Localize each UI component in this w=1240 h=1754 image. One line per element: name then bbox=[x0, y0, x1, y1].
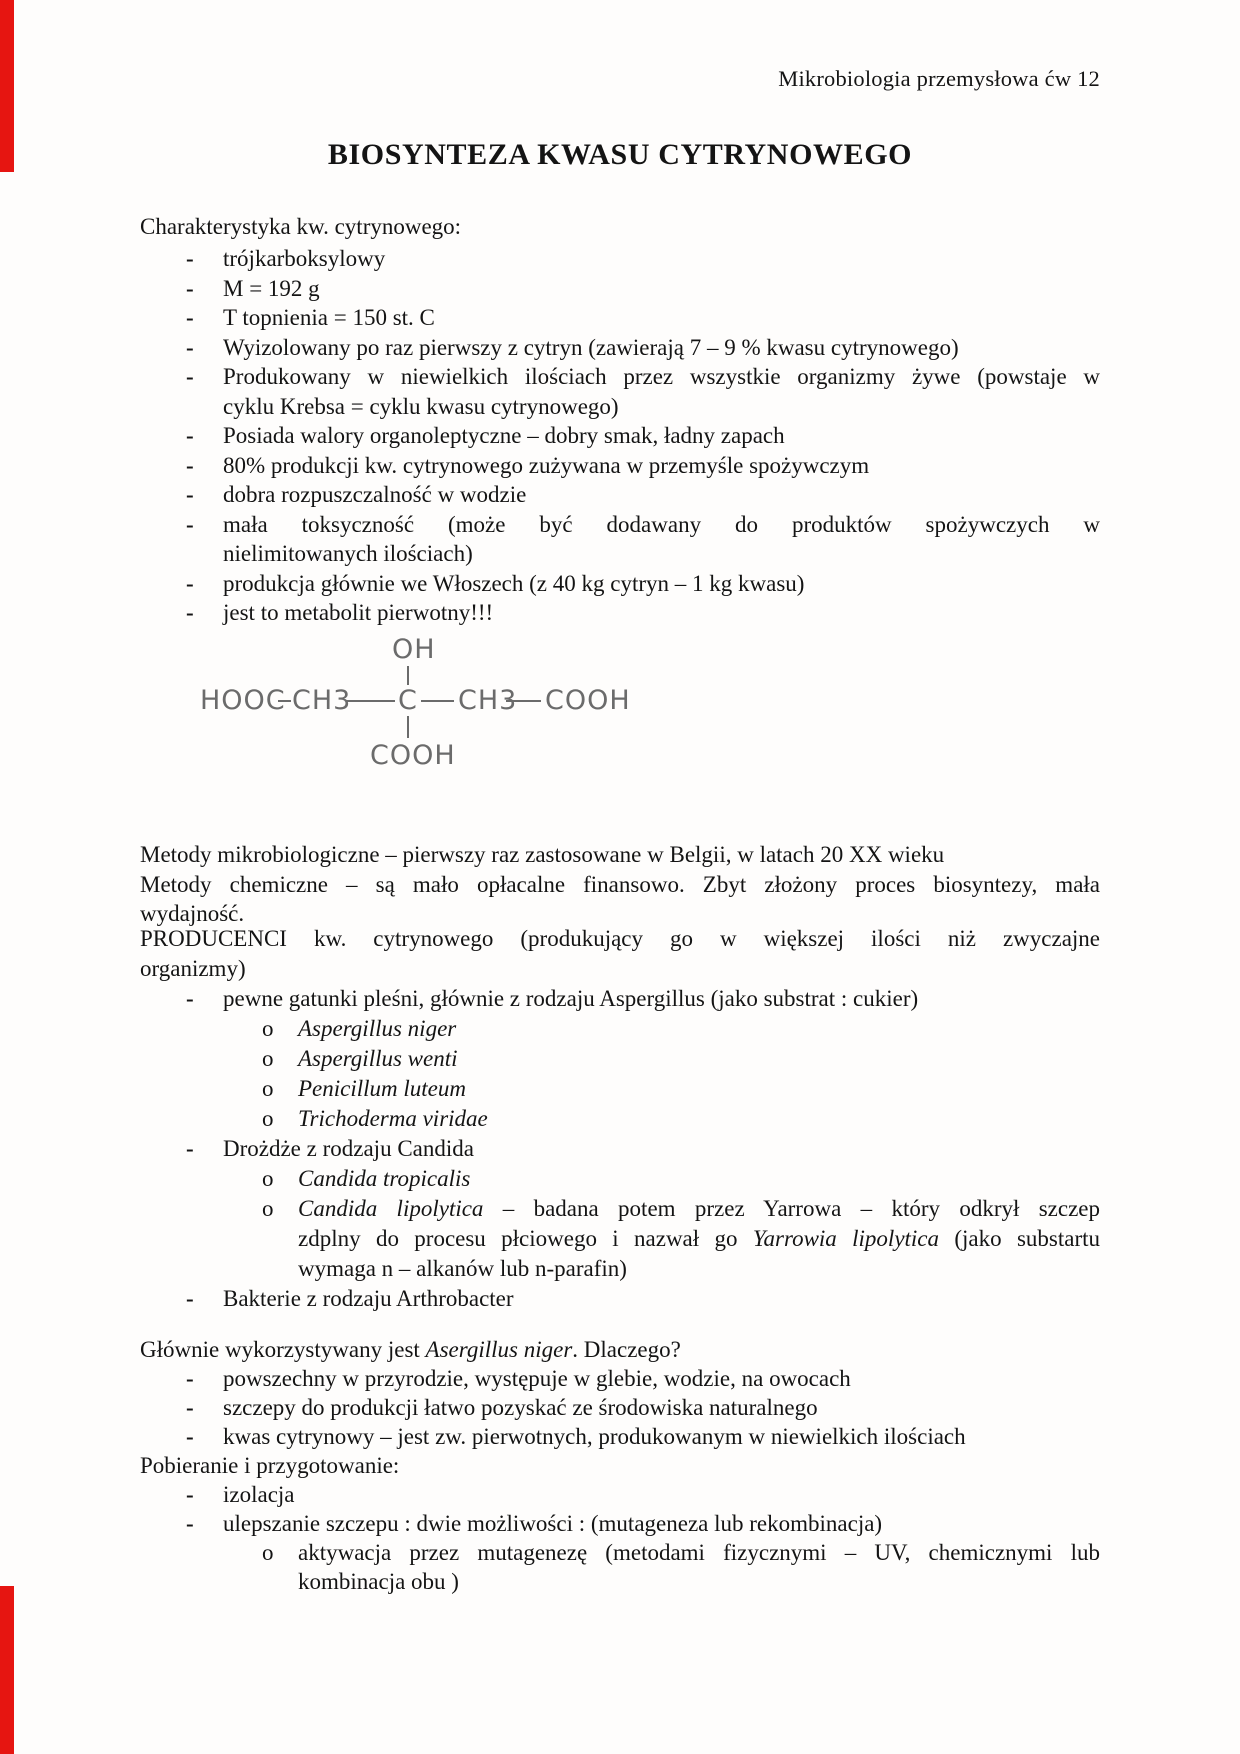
cooh-right-label: COOH bbox=[545, 685, 631, 716]
list-item-sub bbox=[140, 1016, 1100, 1046]
paragraph-line bbox=[140, 842, 1100, 872]
bond-line bbox=[506, 700, 541, 702]
dash-bullet: - bbox=[186, 986, 194, 1011]
list-item-text: mała toksyczność (może być dodawany do produktów spożywczych w bbox=[223, 511, 1100, 537]
dash-bullet: - bbox=[186, 1286, 194, 1311]
species-name: Aspergillus wenti bbox=[298, 1046, 458, 1071]
oh-group-label: OH bbox=[392, 634, 436, 665]
section-methods bbox=[140, 842, 1100, 931]
list-item bbox=[140, 453, 1100, 483]
list-item bbox=[140, 335, 1100, 365]
list-item bbox=[140, 423, 1100, 453]
section-heading: Charakterystyka kw. cytrynowego: bbox=[140, 214, 462, 239]
list-item-text: nielimitowanych ilościach) bbox=[223, 541, 473, 566]
species-name: Trichoderma viridae bbox=[298, 1106, 488, 1131]
cooh-bottom-label: COOH bbox=[370, 740, 456, 771]
species-name: Penicillum luteum bbox=[298, 1076, 466, 1101]
list-item-sub bbox=[140, 1166, 1100, 1196]
list-item-sub bbox=[140, 1076, 1100, 1106]
dash-bullet: - bbox=[186, 305, 194, 330]
circle-bullet: o bbox=[262, 1540, 274, 1565]
list-item-continuation bbox=[140, 1226, 1100, 1256]
dash-bullet: - bbox=[186, 1136, 194, 1161]
list-item bbox=[140, 482, 1100, 512]
list-item bbox=[140, 276, 1100, 306]
list-item-continuation bbox=[140, 394, 1100, 424]
text-segment: – badana potem przez Yarrowa – który odkrył szczep bbox=[483, 1196, 1100, 1221]
section-characteristics bbox=[140, 214, 1100, 630]
text-segment: zdplny do procesu płciowego i nazwał go bbox=[298, 1226, 753, 1251]
paragraph-line bbox=[140, 1337, 1100, 1366]
dash-bullet: - bbox=[186, 364, 194, 389]
list-item-text: wymaga n – alkanów lub n-parafin) bbox=[298, 1256, 627, 1281]
text-segment: . Dlaczego? bbox=[572, 1337, 681, 1362]
circle-bullet: o bbox=[262, 1046, 274, 1071]
dash-bullet: - bbox=[186, 511, 194, 537]
list-item-text: Produkowany w niewielkich ilościach przez wszystkie organizmy żywe (powstaje w bbox=[223, 364, 1100, 389]
text-segment: (jako substartu bbox=[939, 1226, 1101, 1251]
list-item-text: kwas cytrynowy – jest zw. pierwotnych, produkowanym w niewielkich ilościach bbox=[223, 1424, 966, 1449]
list-item bbox=[140, 1511, 1100, 1540]
list-item-text: cyklu Krebsa = cyklu kwasu cytrynowego) bbox=[223, 393, 619, 419]
species-name: Candida tropicalis bbox=[298, 1166, 471, 1191]
paragraph-line bbox=[140, 1453, 1100, 1482]
bond-line bbox=[278, 700, 291, 702]
list-item bbox=[140, 1482, 1100, 1511]
list-item-sub bbox=[140, 1196, 1100, 1226]
circle-bullet: o bbox=[262, 1196, 274, 1221]
list-item-sub bbox=[140, 1540, 1100, 1569]
dash-bullet: - bbox=[186, 570, 194, 596]
list-item-text: dobra rozpuszczalność w wodzie bbox=[223, 482, 527, 507]
dash-bullet: - bbox=[186, 452, 194, 478]
paragraph-line bbox=[140, 872, 1100, 902]
list-item-continuation bbox=[140, 1569, 1100, 1598]
ch3-right-label: CH3 bbox=[458, 685, 518, 716]
list-item-sub bbox=[140, 1046, 1100, 1076]
paragraph-text: organizmy) bbox=[140, 956, 246, 981]
section-producers bbox=[140, 926, 1100, 1316]
list-item-text: pewne gatunki pleśni, głównie z rodzaju Aspergillus (jako substrat : cukier) bbox=[223, 986, 919, 1011]
dash-bullet: - bbox=[186, 482, 194, 507]
list-item bbox=[140, 1395, 1100, 1424]
dash-bullet: - bbox=[186, 275, 194, 301]
list-item-text: powszechny w przyrodzie, występuje w glebie, wodzie, na owocach bbox=[223, 1366, 851, 1391]
dash-bullet: - bbox=[186, 1395, 194, 1420]
species-name: Candida lipolytica bbox=[298, 1196, 484, 1221]
list-item bbox=[140, 986, 1100, 1016]
list-item bbox=[140, 246, 1100, 276]
circle-bullet: o bbox=[262, 1106, 274, 1131]
paragraph-text: Pobieranie i przygotowanie: bbox=[140, 1453, 400, 1478]
bond-line bbox=[407, 666, 409, 685]
circle-bullet: o bbox=[262, 1016, 274, 1041]
dash-bullet: - bbox=[186, 246, 194, 271]
list-item bbox=[140, 571, 1100, 601]
list-item bbox=[140, 305, 1100, 335]
list-item-text: szczepy do produkcji łatwo pozyskać ze środowiska naturalnego bbox=[223, 1395, 818, 1420]
list-item-text: izolacja bbox=[223, 1482, 295, 1507]
hooc-group-label: HOOC bbox=[200, 685, 286, 716]
list-item bbox=[140, 364, 1100, 394]
list-item-continuation bbox=[140, 1256, 1100, 1286]
page-title: BIOSYNTEZA KWASU CYTRYNOWEGO bbox=[327, 138, 913, 171]
dash-bullet: - bbox=[186, 423, 194, 448]
list-item-text: M = 192 g bbox=[223, 275, 320, 301]
paragraph-text bbox=[140, 1337, 1100, 1363]
list-item-sub bbox=[140, 1106, 1100, 1136]
list-item-text: produkcja głównie we Włoszech (z 40 kg cytryn – 1 kg kwasu) bbox=[223, 570, 805, 596]
list-item bbox=[140, 600, 1100, 630]
scan-edge-red-top bbox=[0, 0, 14, 172]
bond-line bbox=[346, 700, 395, 702]
dash-bullet: - bbox=[186, 600, 194, 625]
list-item-text: Drożdże z rodzaju Candida bbox=[223, 1136, 474, 1161]
species-name: Aspergillus niger bbox=[298, 1016, 457, 1041]
list-item-text: 80% produkcji kw. cytrynowego zużywana w przemyśle spożywczym bbox=[223, 452, 870, 478]
dash-bullet: - bbox=[186, 334, 194, 360]
list-item-text: T topnienia = 150 st. C bbox=[223, 305, 435, 330]
course-header: Mikrobiologia przemysłowa ćw 12 bbox=[778, 66, 1100, 91]
list-item-text: kombinacja obu ) bbox=[298, 1569, 459, 1594]
section-main-use bbox=[140, 1337, 1100, 1598]
list-item bbox=[140, 1136, 1100, 1166]
list-item bbox=[140, 1286, 1100, 1316]
bond-line bbox=[421, 700, 454, 702]
list-item-text: trójkarboksylowy bbox=[223, 246, 386, 271]
scan-edge-red-bottom bbox=[0, 1586, 14, 1754]
bond-line bbox=[407, 716, 409, 738]
circle-bullet: o bbox=[262, 1166, 274, 1191]
list-item-text: ulepszanie szczepu : dwie możliwości : (mutageneza lub rekombinacja) bbox=[223, 1511, 883, 1536]
paragraph-text: PRODUCENCI kw. cytrynowego (produkujący go w większej ilości niż zwyczajne bbox=[140, 926, 1100, 951]
list-item-text: Posiada walory organoleptyczne – dobry smak, ładny zapach bbox=[223, 423, 785, 448]
central-carbon-label: C bbox=[398, 685, 418, 716]
text-segment: Głównie wykorzystywany jest bbox=[140, 1337, 426, 1362]
list-item bbox=[140, 1366, 1100, 1395]
dash-bullet: - bbox=[186, 1511, 194, 1536]
list-item-text bbox=[298, 1196, 1100, 1222]
list-item bbox=[140, 1424, 1100, 1453]
circle-bullet: o bbox=[262, 1076, 274, 1101]
species-name: Yarrowia lipolytica bbox=[752, 1226, 940, 1251]
paragraph-text: Metody mikrobiologiczne – pierwszy raz zastosowane w Belgii, w latach 20 XX wieku bbox=[140, 842, 945, 867]
list-item-text: Bakterie z rodzaju Arthrobacter bbox=[223, 1286, 514, 1311]
list-item-continuation bbox=[140, 541, 1100, 571]
paragraph-line bbox=[140, 926, 1100, 956]
dash-bullet: - bbox=[186, 1424, 194, 1449]
list-item-text: aktywacja przez mutagenezę (metodami fizycznymi – UV, chemicznymi lub bbox=[298, 1540, 1100, 1565]
list-item bbox=[140, 512, 1100, 542]
list-item-text: Wyizolowany po raz pierwszy z cytryn (zawierają 7 – 9 % kwasu cytrynowego) bbox=[223, 334, 959, 360]
ch3-left-label: CH3 bbox=[292, 685, 352, 716]
paragraph-line bbox=[140, 956, 1100, 986]
dash-bullet: - bbox=[186, 1366, 194, 1391]
list-item-text bbox=[298, 1226, 1100, 1252]
species-name: Asergillus niger bbox=[425, 1337, 573, 1362]
paragraph-text: wydajność. bbox=[140, 901, 245, 926]
paragraph-text: Metody chemiczne – są mało opłacalne finansowo. Zbyt złożony proces biosyntezy, mała bbox=[140, 871, 1100, 897]
chem-structure-citric-acid bbox=[200, 630, 640, 780]
dash-bullet: - bbox=[186, 1482, 194, 1507]
list-item-text: jest to metabolit pierwotny!!! bbox=[223, 600, 494, 625]
